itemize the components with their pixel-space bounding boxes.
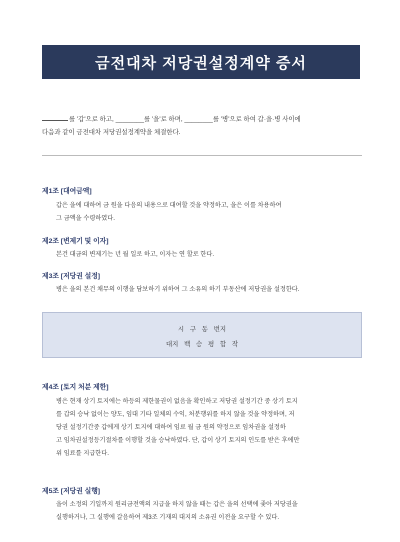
- article-1-heading: 제1조 [대여금액]: [42, 188, 92, 195]
- title-banner: [42, 45, 360, 79]
- divider: [42, 155, 362, 156]
- property-address-box: [42, 312, 362, 358]
- article-2-body: 본건 대금의 변제기는 년 월 일로 하고, 이자는 연 할로 한다.: [56, 251, 215, 258]
- article-4-body: 병은 현재 상기 토지에는 하등의 제한물권이 없음을 확인하고 저당권 설정기간 중 상기 토지 를 갑의 승낙 없이는 양도, 임대 기타 일체의 수익, 처분행위를 하지 않을 것을 약정하며, 저 당권 설정기간중 갑에게 상기 토지에 대하여 임료 월 금 원의 약정으로 임차권을 설정하 고 임차권설정등기절차를 이행할 것을 승낙하였다. 단, 갑이 상기 토지의 인도를 받은 후에만 위 임료를 지급한다.: [56, 398, 300, 457]
- article-5-body: 을이 소정의 기일까지 원리금전액의 지급을 하지 않을 때는 갑은 을의 선택에 좇아 저당권을 실행하거나, 그 실행에 갈음하여 제3조 기재의 대지의 소유권 이전을 요구할 수 있다.: [56, 501, 298, 521]
- article-3-heading: 제3조 [저당권 설정]: [42, 273, 101, 280]
- address-line-2: 대지 백 승 평 합 작: [165, 341, 239, 348]
- intro-line-1: 를 '갑'으로 하고, ________를 '을'로 하며, ________를 '병'으로 하여 갑·을·병 사이에: [42, 113, 366, 126]
- article-3-body: 병은 을의 본건 채무의 이행을 담보하기 위하여 그 소유의 하기 부동산에 저당권을 설정한다.: [56, 286, 300, 293]
- document-title: 금전대차 저당권설정계약 증서: [95, 54, 307, 72]
- article-4-heading: 제4조 [토지 처분 제한]: [42, 384, 109, 391]
- intro-paragraph: [42, 113, 366, 139]
- article-5-heading: 제5조 [저당권 실행]: [42, 488, 101, 495]
- blank-field: [42, 114, 68, 121]
- address-line-1: 시 구 동 번지: [177, 326, 227, 333]
- intro-line-2: 다음과 같이 금전대차 저당권설정계약을 체결한다.: [42, 129, 181, 136]
- article-1-body: 갑은 을에 대하여 금 원을 다음의 내용으로 대여할 것을 약정하고, 을은 이를 차용하여 그 금액을 수령하였다.: [56, 202, 282, 222]
- article-2-heading: 제2조 [변제기 및 이자]: [42, 238, 109, 245]
